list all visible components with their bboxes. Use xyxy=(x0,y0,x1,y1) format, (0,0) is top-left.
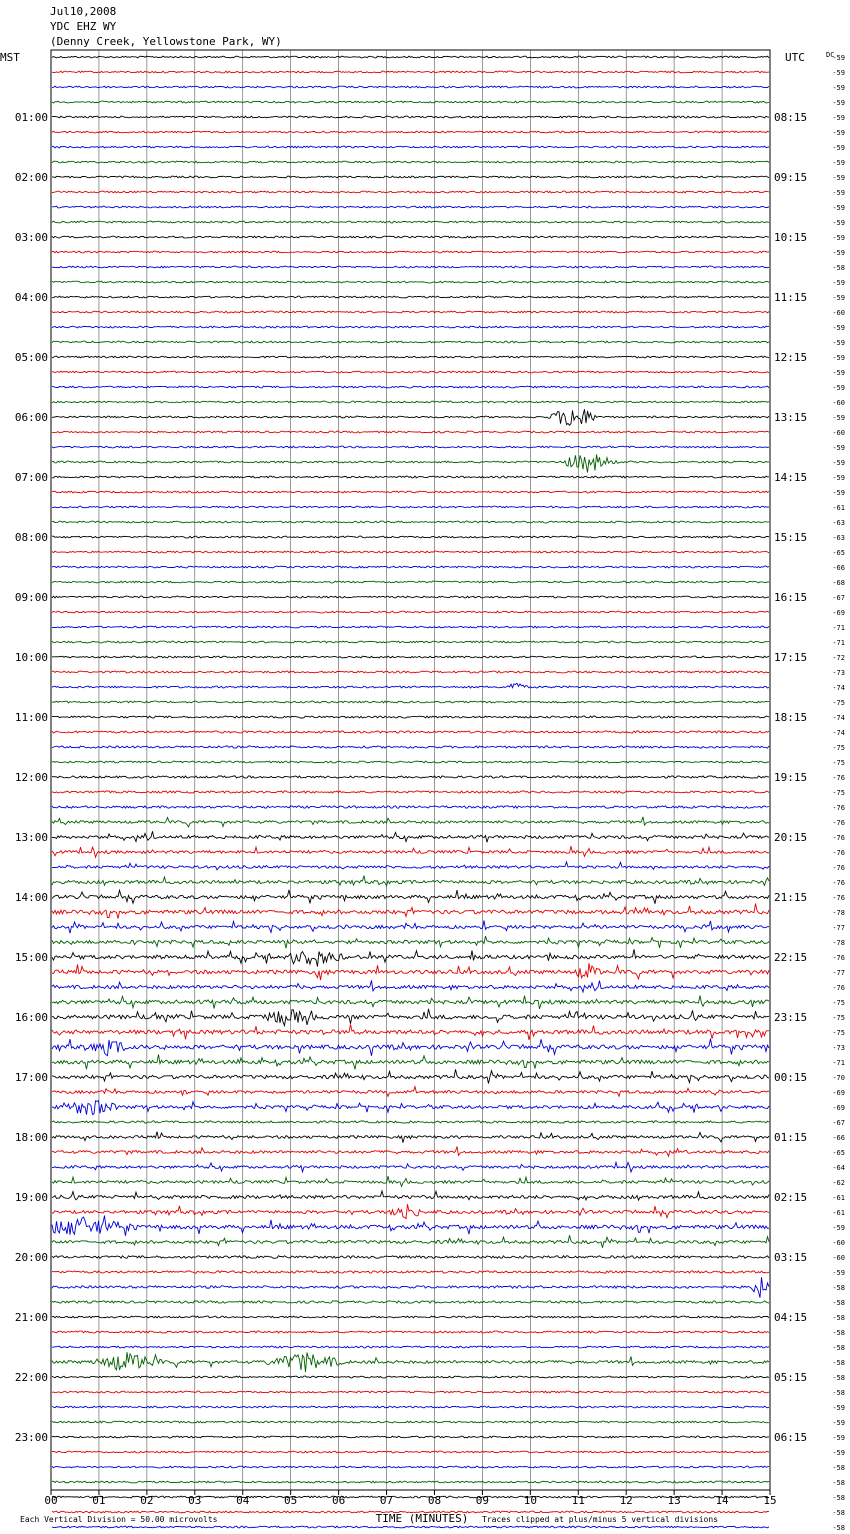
dc-offset-label: -73 xyxy=(832,669,845,677)
dc-offset-label: -58 xyxy=(832,1479,845,1487)
dc-offset-label: -61 xyxy=(832,1194,845,1202)
dc-offset-label: -76 xyxy=(832,984,845,992)
dc-offset-label: -65 xyxy=(832,1149,845,1157)
x-tick-label: 08 xyxy=(427,1494,442,1507)
dc-offset-label: -71 xyxy=(832,624,845,632)
mst-hour-label: 06:00 xyxy=(14,411,48,424)
dc-offset-label: -60 xyxy=(832,429,845,437)
mst-axis-label: MST xyxy=(0,51,20,64)
dc-offset-label: -59 xyxy=(832,279,845,287)
trace-line xyxy=(52,491,769,493)
dc-offset-label: -76 xyxy=(832,879,845,887)
record-date: Jul10,2008 xyxy=(50,5,117,18)
dc-offset-label: -76 xyxy=(832,819,845,827)
dc-offset-label: -58 xyxy=(832,1284,845,1292)
trace-line xyxy=(52,1346,769,1348)
dc-offset-label: -58 xyxy=(832,1359,845,1367)
x-tick-label: 11 xyxy=(571,1494,585,1507)
dc-offset-label: -75 xyxy=(832,744,845,752)
dc-offset-label: -60 xyxy=(832,1254,845,1262)
dc-offset-label: -76 xyxy=(832,804,845,812)
dc-offset-label: -76 xyxy=(832,864,845,872)
dc-offset-label: -59 xyxy=(832,219,845,227)
utc-hour-label: 14:15 xyxy=(774,471,808,484)
dc-offset-label: -59 xyxy=(832,249,845,257)
dc-offset-label: -59 xyxy=(832,54,845,62)
utc-hour-label: 15:15 xyxy=(774,531,808,544)
mst-hour-label: 17:00 xyxy=(14,1071,48,1084)
x-tick-label: 15 xyxy=(763,1494,777,1507)
dc-offset-label: -59 xyxy=(832,84,845,92)
trace-line xyxy=(52,980,769,992)
trace-line xyxy=(52,341,769,343)
x-tick-label: 12 xyxy=(619,1494,633,1507)
trace-line xyxy=(52,1277,769,1297)
trace-line xyxy=(52,161,769,163)
trace-line xyxy=(52,683,769,688)
dc-offset-label: -59 xyxy=(832,414,845,422)
dc-offset-label: -77 xyxy=(832,924,845,932)
utc-hour-label: 03:15 xyxy=(774,1251,808,1264)
trace-line xyxy=(52,356,769,358)
dc-offset-label: -71 xyxy=(832,1059,845,1067)
trace-line xyxy=(52,566,769,568)
trace-line xyxy=(52,671,769,673)
trace-line xyxy=(52,446,769,448)
trace-line xyxy=(52,56,769,58)
dc-offset-label: -63 xyxy=(832,534,845,542)
utc-hour-label: 05:15 xyxy=(774,1371,808,1384)
trace-line xyxy=(52,191,769,193)
trace-line xyxy=(52,1352,769,1372)
trace-line xyxy=(52,386,769,388)
dc-offset-label: -73 xyxy=(832,1044,845,1052)
trace-line xyxy=(52,296,769,298)
trace-line xyxy=(52,876,769,886)
trace-line xyxy=(52,596,769,598)
dc-offset-label: -58 xyxy=(832,1389,845,1397)
dc-offset-label: -75 xyxy=(832,1014,845,1022)
dc-offset-label: -67 xyxy=(832,594,845,602)
dc-offset-label: -60 xyxy=(832,309,845,317)
trace-line xyxy=(52,890,769,904)
trace-line xyxy=(52,1191,769,1200)
trace-line xyxy=(52,371,769,373)
trace-line xyxy=(52,1054,769,1069)
mst-hour-label: 09:00 xyxy=(14,591,48,604)
mst-hour-label: 16:00 xyxy=(14,1011,48,1024)
utc-hour-label: 08:15 xyxy=(774,111,808,124)
station-location: (Denny Creek, Yellowstone Park, WY) xyxy=(50,35,282,48)
clipping-note: Traces clipped at plus/minus 5 vertical divisions xyxy=(482,1515,719,1524)
dc-offset-label: -59 xyxy=(832,369,845,377)
trace-line xyxy=(52,1176,769,1186)
trace-line xyxy=(52,1069,769,1083)
dc-offset-label: -76 xyxy=(832,834,845,842)
utc-hour-label: 00:15 xyxy=(774,1071,808,1084)
trace-line xyxy=(52,761,769,763)
trace-line xyxy=(52,1391,769,1393)
trace-line xyxy=(52,521,769,523)
dc-offset-label: -78 xyxy=(832,939,845,947)
trace-line xyxy=(52,551,769,553)
trace-line xyxy=(52,1235,769,1248)
x-tick-label: 06 xyxy=(331,1494,346,1507)
trace-line xyxy=(52,1466,769,1468)
mst-hour-label: 08:00 xyxy=(14,531,48,544)
mst-hour-label: 02:00 xyxy=(14,171,48,184)
mst-hour-label: 07:00 xyxy=(14,471,48,484)
dc-offset-label: -59 xyxy=(832,1419,845,1427)
x-tick-label: 13 xyxy=(667,1494,681,1507)
dc-offset-label: -64 xyxy=(832,1164,845,1172)
trace-group xyxy=(52,56,769,1534)
dc-offset-label: -75 xyxy=(832,1029,845,1037)
trace-line xyxy=(52,1436,769,1438)
trace-line xyxy=(52,791,769,793)
dc-offset-label: -59 xyxy=(832,174,845,182)
trace-line xyxy=(52,311,769,313)
dc-offset-label: -60 xyxy=(832,399,845,407)
trace-line xyxy=(52,817,769,827)
dc-offset-label: -60 xyxy=(832,1239,845,1247)
trace-line xyxy=(52,862,769,870)
dc-offset-label: -59 xyxy=(832,144,845,152)
dc-offset-label: -76 xyxy=(832,954,845,962)
trace-line xyxy=(52,1162,769,1172)
trace-line xyxy=(52,146,769,148)
mst-hour-label: 01:00 xyxy=(14,111,48,124)
trace-line xyxy=(52,1147,769,1157)
trace-line xyxy=(52,831,769,842)
mst-hour-label: 15:00 xyxy=(14,951,48,964)
dc-offset-label: -59 xyxy=(832,459,845,467)
dc-offset-label: -63 xyxy=(832,519,845,527)
mst-hour-label: 05:00 xyxy=(14,351,48,364)
mst-hour-label: 03:00 xyxy=(14,231,48,244)
dc-offset-label: -58 xyxy=(832,1344,845,1352)
utc-hour-label: 21:15 xyxy=(774,891,808,904)
trace-line xyxy=(52,476,769,478)
dc-axis-label: DC xyxy=(826,51,835,59)
trace-line xyxy=(52,806,769,808)
trace-line xyxy=(52,281,769,283)
utc-hour-label: 20:15 xyxy=(774,831,808,844)
trace-line xyxy=(52,656,769,658)
trace-line xyxy=(52,455,769,473)
utc-hour-label: 23:15 xyxy=(774,1011,808,1024)
utc-hour-label: 04:15 xyxy=(774,1311,808,1324)
dc-offset-label: -66 xyxy=(832,1134,845,1142)
dc-offset-label: -58 xyxy=(832,1374,845,1382)
trace-line xyxy=(52,101,769,103)
trace-line xyxy=(52,963,769,980)
dc-offset-label: -58 xyxy=(832,1509,845,1517)
trace-line xyxy=(52,236,769,238)
dc-offset-label: -71 xyxy=(832,639,845,647)
trace-line xyxy=(52,116,769,118)
trace-line xyxy=(52,266,769,268)
utc-hour-label: 11:15 xyxy=(774,291,808,304)
trace-line xyxy=(52,626,769,628)
dc-offset-label: -58 xyxy=(832,1464,845,1472)
mst-hour-label: 04:00 xyxy=(14,291,48,304)
trace-line xyxy=(52,1406,769,1408)
mst-hour-label: 12:00 xyxy=(14,771,48,784)
dc-offset-label: -68 xyxy=(832,579,845,587)
mst-hour-label: 22:00 xyxy=(14,1371,48,1384)
dc-offset-label: -76 xyxy=(832,849,845,857)
dc-offset-label: -59 xyxy=(832,129,845,137)
dc-offset-label: -59 xyxy=(832,204,845,212)
utc-hour-label: 12:15 xyxy=(774,351,808,364)
dc-offset-label: -58 xyxy=(832,1494,845,1502)
dc-offset-label: -72 xyxy=(832,654,845,662)
trace-line xyxy=(52,996,769,1009)
utc-hour-label: 19:15 xyxy=(774,771,808,784)
trace-line xyxy=(52,1316,769,1318)
mst-hour-label: 10:00 xyxy=(14,651,48,664)
dc-offset-label: -59 xyxy=(832,1269,845,1277)
vertical-scale-note: Each Vertical Division = 50.00 microvolts xyxy=(20,1515,218,1524)
dc-offset-label: -78 xyxy=(832,909,845,917)
dc-offset-label: -59 xyxy=(832,1434,845,1442)
dc-offset-label: -59 xyxy=(832,489,845,497)
trace-line xyxy=(52,936,769,948)
trace-line xyxy=(52,1256,769,1259)
dc-offset-label: -59 xyxy=(832,159,845,167)
dc-offset-label: -62 xyxy=(832,1179,845,1187)
trace-line xyxy=(52,176,769,178)
trace-line xyxy=(52,1301,769,1303)
trace-line xyxy=(52,1376,769,1378)
trace-line xyxy=(52,1216,769,1236)
dc-offset-label: -59 xyxy=(832,354,845,362)
mst-hour-label: 14:00 xyxy=(14,891,48,904)
dc-offset-label: -59 xyxy=(832,69,845,77)
trace-line xyxy=(52,536,769,538)
dc-offset-label: -58 xyxy=(832,1329,845,1337)
dc-offset-label: -59 xyxy=(832,189,845,197)
dc-offset-label: -58 xyxy=(832,1314,845,1322)
dc-offset-label: -70 xyxy=(832,1074,845,1082)
mst-hour-label: 20:00 xyxy=(14,1251,48,1264)
x-tick-label: 01 xyxy=(92,1494,106,1507)
trace-line xyxy=(52,611,769,613)
x-axis-title: TIME (MINUTES) xyxy=(375,1512,469,1525)
trace-line xyxy=(52,1331,769,1333)
utc-hour-label: 18:15 xyxy=(774,711,808,724)
dc-offset-label: -75 xyxy=(832,999,845,1007)
utc-hour-label: 02:15 xyxy=(774,1191,808,1204)
dc-offset-label: -66 xyxy=(832,564,845,572)
trace-line xyxy=(52,1526,769,1528)
trace-line xyxy=(52,251,769,253)
trace-line xyxy=(52,776,769,778)
trace-line xyxy=(52,1271,769,1273)
dc-offset-label: -61 xyxy=(832,504,845,512)
dc-offset-label: -59 xyxy=(832,1404,845,1412)
dc-offset-label: -59 xyxy=(832,474,845,482)
x-tick-label: 10 xyxy=(523,1494,537,1507)
utc-hour-label: 10:15 xyxy=(774,231,808,244)
utc-hour-label: 13:15 xyxy=(774,411,808,424)
station-code: YDC EHZ WY xyxy=(50,20,117,33)
mst-hour-label: 11:00 xyxy=(14,711,48,724)
dc-offset-label: -61 xyxy=(832,1209,845,1217)
trace-line xyxy=(52,1087,769,1097)
dc-offset-label: -58 xyxy=(832,1299,845,1307)
trace-line xyxy=(52,1421,769,1423)
x-tick-label: 09 xyxy=(475,1494,490,1507)
dc-offset-label: -59 xyxy=(832,384,845,392)
mst-hour-label: 13:00 xyxy=(14,831,48,844)
trace-line xyxy=(52,221,769,223)
utc-hour-label: 01:15 xyxy=(774,1131,808,1144)
trace-line xyxy=(52,1481,769,1483)
x-tick-label: 02 xyxy=(140,1494,154,1507)
dc-offset-label: -77 xyxy=(832,969,845,977)
trace-line xyxy=(52,1101,769,1115)
x-tick-label: 04 xyxy=(236,1494,250,1507)
dc-offset-label: -59 xyxy=(832,444,845,452)
dc-offset-label: -69 xyxy=(832,1104,845,1112)
trace-line xyxy=(52,904,769,919)
dc-offset-label: -59 xyxy=(832,234,845,242)
dc-offset-label: -59 xyxy=(832,339,845,347)
trace-line xyxy=(52,86,769,88)
trace-line xyxy=(52,206,769,208)
dc-offset-label: -59 xyxy=(832,294,845,302)
trace-line xyxy=(52,716,769,718)
trace-line xyxy=(52,1025,769,1041)
trace-line xyxy=(52,409,769,425)
dc-offset-label: -67 xyxy=(832,1119,845,1127)
dc-offset-label: -75 xyxy=(832,789,845,797)
trace-line xyxy=(52,581,769,583)
trace-line xyxy=(52,1121,769,1123)
mst-hour-label: 23:00 xyxy=(14,1431,48,1444)
trace-line xyxy=(52,326,769,328)
trace-line xyxy=(52,71,769,73)
x-tick-label: 00 xyxy=(44,1494,58,1507)
utc-hour-label: 22:15 xyxy=(774,951,808,964)
trace-line xyxy=(52,949,769,966)
trace-line xyxy=(52,131,769,133)
dc-offset-label: -74 xyxy=(832,714,845,722)
trace-line xyxy=(52,641,769,643)
mst-hour-label: 19:00 xyxy=(14,1191,48,1204)
dc-offset-label: -75 xyxy=(832,699,845,707)
dc-offset-label: -69 xyxy=(832,1089,845,1097)
x-tick-label: 03 xyxy=(188,1494,202,1507)
utc-hour-label: 06:15 xyxy=(774,1431,808,1444)
trace-line xyxy=(52,701,769,703)
dc-offset-label: -59 xyxy=(832,99,845,107)
dc-offset-label: -75 xyxy=(832,759,845,767)
x-tick-label: 07 xyxy=(379,1494,394,1507)
mst-hour-label: 18:00 xyxy=(14,1131,48,1144)
x-tick-label: 05 xyxy=(284,1494,298,1507)
utc-hour-label: 17:15 xyxy=(774,651,808,664)
dc-offset-label: -58 xyxy=(832,264,845,272)
dc-offset-label: -58 xyxy=(832,1524,845,1532)
dc-offset-label: -59 xyxy=(832,324,845,332)
trace-line xyxy=(52,1496,769,1498)
trace-line xyxy=(52,746,769,748)
dc-offset-label: -59 xyxy=(832,1449,845,1457)
trace-line xyxy=(52,1009,769,1026)
trace-line xyxy=(52,921,769,934)
dc-offset-label: -59 xyxy=(832,114,845,122)
trace-line xyxy=(52,731,769,733)
dc-offset-label: -74 xyxy=(832,684,845,692)
trace-line xyxy=(52,401,769,403)
utc-hour-label: 09:15 xyxy=(774,171,808,184)
trace-line xyxy=(52,1451,769,1453)
trace-line xyxy=(52,846,769,857)
utc-hour-label: 16:15 xyxy=(774,591,808,604)
trace-line xyxy=(52,1039,769,1056)
dc-offset-label: -59 xyxy=(832,1224,845,1232)
utc-axis-label: UTC xyxy=(785,51,805,64)
dc-offset-label: -69 xyxy=(832,609,845,617)
dc-offset-label: -74 xyxy=(832,729,845,737)
trace-line xyxy=(52,431,769,433)
dc-offset-label: -76 xyxy=(832,774,845,782)
x-tick-label: 14 xyxy=(715,1494,729,1507)
dc-offset-label: -76 xyxy=(832,894,845,902)
trace-line xyxy=(52,1204,769,1218)
trace-line xyxy=(52,1132,769,1143)
dc-offset-label: -65 xyxy=(832,549,845,557)
trace-line xyxy=(52,506,769,508)
mst-hour-label: 21:00 xyxy=(14,1311,48,1324)
